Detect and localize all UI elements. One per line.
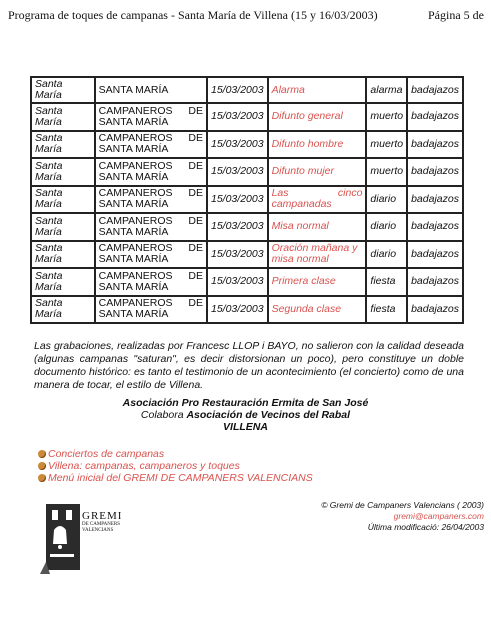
table-row [31,158,463,186]
cell-date: 15/03/2003 [207,103,268,131]
cell-location: badajazos [407,158,463,186]
cell-date: 15/03/2003 [207,77,268,103]
cell-toque-link[interactable]: Misa normal [268,213,367,241]
cell-location: badajazos [407,268,463,296]
cell-location: badajazos [407,131,463,159]
cell-toque-link[interactable]: Difunto hombre [268,131,367,159]
cell-group: CAMPANEROS DE SANTA MARÍA [95,296,207,324]
cell-location: badajazos [407,296,463,324]
credits-city: VILLENA [223,421,268,433]
cell-place: Santa María [31,103,95,131]
cell-type: muerto [366,131,407,159]
footer-info [270,500,484,533]
cell-toque-link[interactable]: Difunto mujer [268,158,367,186]
page-header [8,8,491,26]
credits-block [0,397,491,433]
bell-bullet-icon [38,474,46,482]
cell-place: Santa María [31,296,95,324]
credits-org: Asociación Pro Restauración Ermita de San José [122,397,369,409]
cell-date: 15/03/2003 [207,241,268,269]
cell-type: diario [366,241,407,269]
cell-place: Santa María [31,241,95,269]
cell-date: 15/03/2003 [207,186,268,214]
table-row [31,131,463,159]
cell-group: CAMPANEROS DE SANTA MARÍA [95,213,207,241]
cell-type: muerto [366,158,407,186]
cell-toque-link[interactable]: Alarma [268,77,367,103]
table-row [31,77,463,103]
table-row [31,186,463,214]
footer-email-link[interactable]: gremi@campaners.com [393,511,484,521]
table-row [31,213,463,241]
cell-place: Santa María [31,213,95,241]
cell-place: Santa María [31,158,95,186]
logo-name: GREMI [82,510,123,522]
cell-group: CAMPANEROS DE SANTA MARÍA [95,241,207,269]
cell-toque-link[interactable]: Difunto general [268,103,367,131]
cell-type: muerto [366,103,407,131]
credits-org2: Asociación de Vecinos del Rabal [186,409,351,421]
toques-table [30,76,464,324]
cell-toque-link[interactable]: Las cinco campanadas [268,186,367,214]
page-number: Página 5 de [428,8,484,22]
cell-type: fiesta [366,268,407,296]
cell-group: CAMPANEROS DE SANTA MARÍA [95,186,207,214]
cell-type: diario [366,186,407,214]
table-row [31,241,463,269]
table-row [31,268,463,296]
links-list [38,448,313,484]
cell-place: Santa María [31,268,95,296]
cell-date: 15/03/2003 [207,131,268,159]
cell-group: CAMPANEROS DE SANTA MARÍA [95,158,207,186]
page-title: Programa de toques de campanas - Santa María de Villena (15 y 16/03/2003) [8,8,378,22]
link-menu-inicial[interactable] [38,472,313,484]
cell-type: diario [366,213,407,241]
cell-location: badajazos [407,241,463,269]
link-label[interactable]: Menú inicial del GREMI DE CAMPANERS VALENCIANS [48,472,313,484]
cell-toque-link[interactable]: Primera clase [268,268,367,296]
bell-bullet-icon [38,462,46,470]
link-label[interactable]: Villena: campanas, campaneros y toques [48,460,240,472]
cell-type: fiesta [366,296,407,324]
cell-toque-link[interactable]: Oración mañana y misa normal [268,241,367,269]
cell-place: Santa María [31,186,95,214]
cell-location: badajazos [407,186,463,214]
footer-copyright: © Gremi de Campaners Valencians ( 2003) [321,500,484,510]
link-villena[interactable] [38,460,313,472]
footer-modified: Última modificació: 26/04/2003 [367,522,484,532]
cell-group: CAMPANEROS DE SANTA MARÍA [95,131,207,159]
logo-subtitle: DE CAMPANERS VALENCIANS [82,522,121,533]
table-row [31,296,463,324]
cell-group: CAMPANEROS DE SANTA MARÍA [95,103,207,131]
cell-location: badajazos [407,103,463,131]
cell-location: badajazos [407,213,463,241]
cell-place: Santa María [31,131,95,159]
cell-type: alarma [366,77,407,103]
cell-group: CAMPANEROS DE SANTA MARÍA [95,268,207,296]
bell-bullet-icon [38,450,46,458]
cell-toque-link[interactable]: Segunda clase [268,296,367,324]
link-conciertos[interactable] [38,448,313,460]
cell-date: 15/03/2003 [207,158,268,186]
cell-date: 15/03/2003 [207,213,268,241]
cell-location: badajazos [407,77,463,103]
cell-date: 15/03/2003 [207,268,268,296]
cell-date: 15/03/2003 [207,296,268,324]
link-label[interactable]: Conciertos de campanas [48,448,165,460]
credits-colabora: Colabora [140,409,184,421]
cell-group: SANTA MARÍA [95,77,207,103]
recordings-paragraph: Las grabaciones, realizadas por Francesc LLOP i BAYO, no salieron con la calidad deseada (algunas campanas "saturan", es decir distorsionan un poco), pero constituye un doble documento histórico: es tanto el testimonio de un acontecimiento (el concierto) como de una manera de tocar, el estilo de Villena. [34,340,464,391]
cell-place: Santa María [31,77,95,103]
table-row [31,103,463,131]
